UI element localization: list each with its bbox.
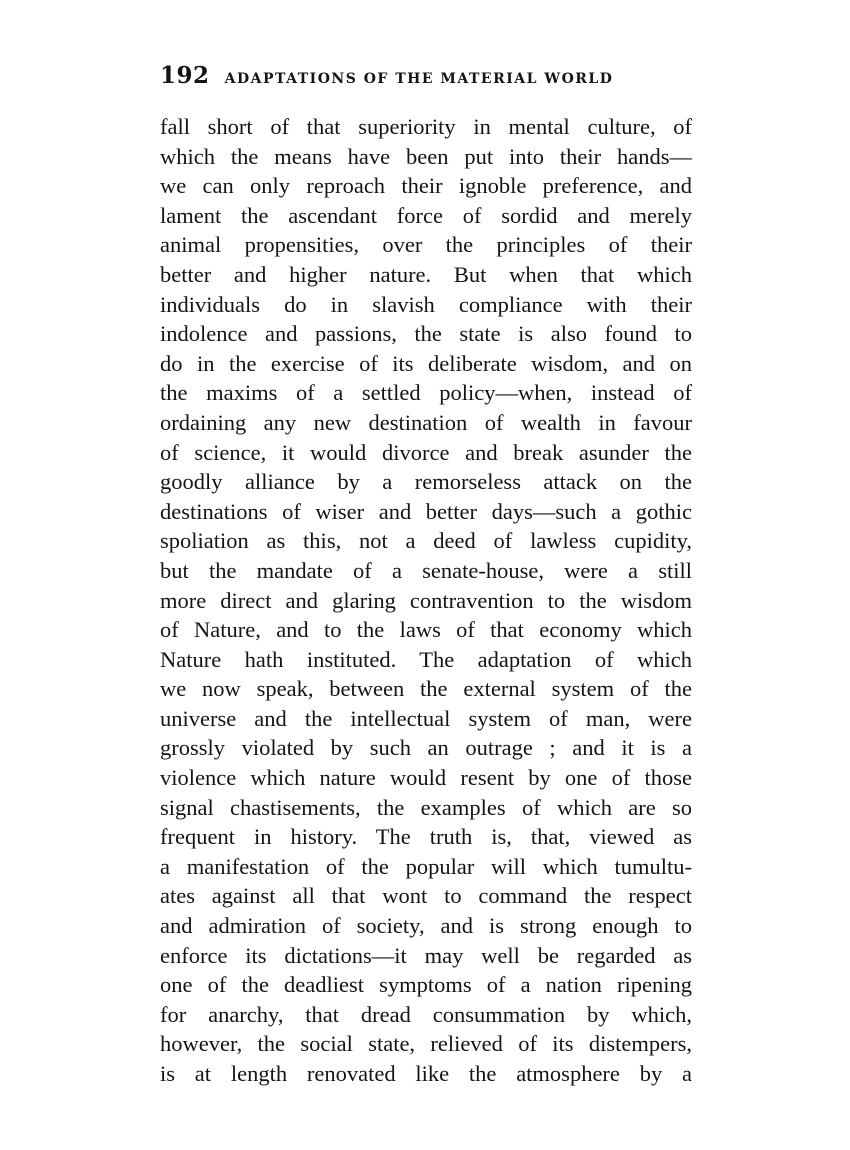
- text-line: animal propensities, over the principles of their: [160, 232, 692, 258]
- text-line: we can only reproach their ignoble preference, and: [160, 173, 692, 199]
- text-line: for anarchy, that dread consummation by which,: [160, 1001, 692, 1027]
- text-line: which the means have been put into their hands—: [160, 143, 692, 169]
- text-line: indolence and passions, the state is also found to: [160, 321, 692, 347]
- text-line: a manifestation of the popular will which tumultu-: [160, 853, 692, 879]
- text-line: individuals do in slavish compliance with their: [160, 291, 692, 317]
- page-number: 192: [160, 62, 210, 89]
- text-line: the maxims of a settled policy—when, instead of: [160, 380, 692, 406]
- text-line: frequent in history. The truth is, that, viewed as: [160, 824, 692, 850]
- running-title: ADAPTATIONS OF THE MATERIAL WORLD: [224, 71, 614, 87]
- text-line: grossly violated by such an outrage ; and it is a: [160, 735, 692, 761]
- text-line: goodly alliance by a remorseless attack on the: [160, 469, 692, 495]
- text-line: Nature hath instituted. The adaptation of which: [160, 646, 692, 672]
- text-line: is at length renovated like the atmosphere by a: [160, 1061, 692, 1086]
- text-line: of Nature, and to the laws of that economy which: [160, 617, 692, 643]
- text-line: destinations of wiser and better days—such a gothic: [160, 498, 692, 524]
- text-line: better and higher nature. But when that which: [160, 261, 692, 287]
- text-line: do in the exercise of its deliberate wisdom, and on: [160, 350, 692, 376]
- text-line: enforce its dictations—it may well be regarded as: [160, 942, 692, 968]
- running-head: [160, 62, 700, 92]
- text-line: and admiration of society, and is strong enough to: [160, 913, 692, 939]
- text-line: lament the ascendant force of sordid and merely: [160, 202, 692, 228]
- text-line: however, the social state, relieved of its distempers,: [160, 1031, 692, 1057]
- text-line: we now speak, between the external system of the: [160, 676, 692, 702]
- text-line: ates against all that wont to command the respect: [160, 883, 692, 909]
- text-line: more direct and glaring contravention to the wisdom: [160, 587, 692, 613]
- text-line: one of the deadliest symptoms of a nation ripening: [160, 972, 692, 998]
- text-line: ordaining any new destination of wealth in favour: [160, 409, 692, 435]
- text-line: fall short of that superiority in mental culture, of: [160, 114, 692, 139]
- text-line: spoliation as this, not a deed of lawless cupidity,: [160, 528, 692, 554]
- body-text: [160, 112, 692, 1089]
- text-line: but the mandate of a senate-house, were a still: [160, 557, 692, 583]
- text-line: violence which nature would resent by one of those: [160, 765, 692, 791]
- text-line: of science, it would divorce and break asunder the: [160, 439, 692, 465]
- text-line: universe and the intellectual system of man, were: [160, 705, 692, 731]
- text-line: signal chastisements, the examples of which are so: [160, 794, 692, 820]
